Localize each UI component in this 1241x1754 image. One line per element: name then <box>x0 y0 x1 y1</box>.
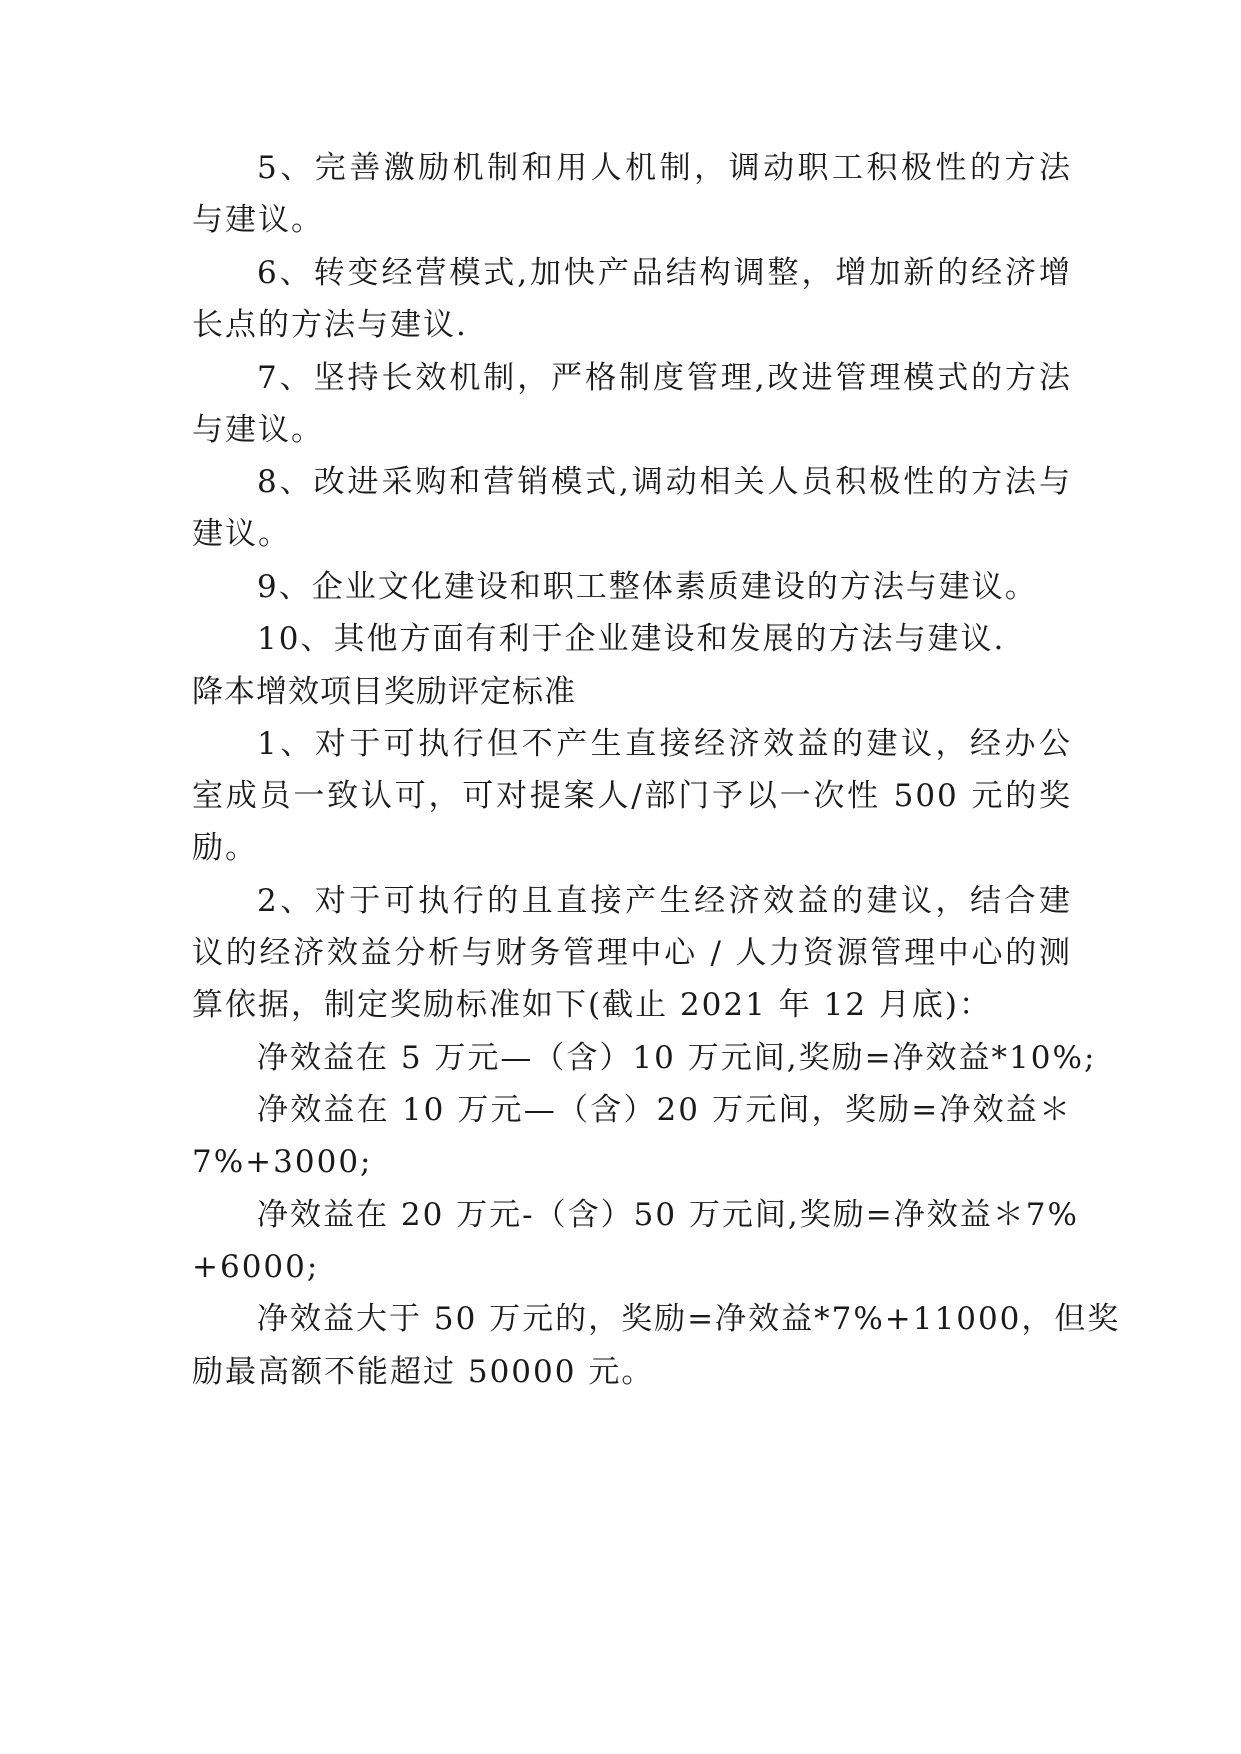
tier-4-line-1: 净效益大于 50 万元的，奖励=净效益*7%+11000，但奖 <box>257 1301 1121 1337</box>
rule-2-line-1: 2、对于可执行的且直接产生经济效益的建议，结合建 <box>257 883 1072 919</box>
rule-1-line-2: 室成员一致认可，可对提案人/部门予以一次性 500 元的奖 <box>192 778 1072 814</box>
tier-3-line-1: 净效益在 20 万元-（含）50 万元间,奖励=净效益＊7% <box>257 1197 1079 1233</box>
rule-2-line-2: 议的经济效益分析与财务管理中心 / 人力资源管理中心的测 <box>192 935 1072 971</box>
tier-2-line-2: 7%+3000; <box>192 1144 373 1180</box>
tier-1-line: 净效益在 5 万元—（含）10 万元间,奖励=净效益*10%; <box>257 1040 1097 1076</box>
tier-3-line-2: +6000; <box>192 1249 320 1285</box>
item-5-line-1: 5、完善激励机制和用人机制，调动职工积极性的方法 <box>257 150 1072 186</box>
item-7-line-2: 与建议。 <box>192 412 324 448</box>
item-8-line-1: 8、改进采购和营销模式,调动相关人员积极性的方法与 <box>257 464 1072 500</box>
rule-2-line-3: 算依据，制定奖励标准如下(截止 2021 年 12 月底)： <box>192 987 992 1023</box>
tier-4-line-2: 励最高额不能超过 50000 元。 <box>192 1354 655 1390</box>
section-heading: 降本增效项目奖励评定标准 <box>192 674 576 710</box>
item-5-line-2: 与建议。 <box>192 202 324 238</box>
item-6-line-1: 6、转变经营模式,加快产品结构调整，增加新的经济增 <box>257 255 1072 291</box>
tier-2-line-1: 净效益在 10 万元—（含）20 万元间，奖励=净效益＊ <box>257 1092 1072 1128</box>
item-10-line: 10、其他方面有利于企业建设和发展的方法与建议. <box>257 621 1006 657</box>
rule-1-line-1: 1、对于可执行但不产生直接经济效益的建议，经办公 <box>257 726 1072 762</box>
item-9-line: 9、企业文化建设和职工整体素质建设的方法与建议。 <box>257 569 1038 605</box>
rule-1-line-3: 励。 <box>192 830 258 866</box>
item-7-line-1: 7、坚持长效机制，严格制度管理,改进管理模式的方法 <box>257 360 1072 396</box>
item-8-line-2: 建议。 <box>192 516 291 552</box>
item-6-line-2: 长点的方法与建议. <box>192 307 468 343</box>
